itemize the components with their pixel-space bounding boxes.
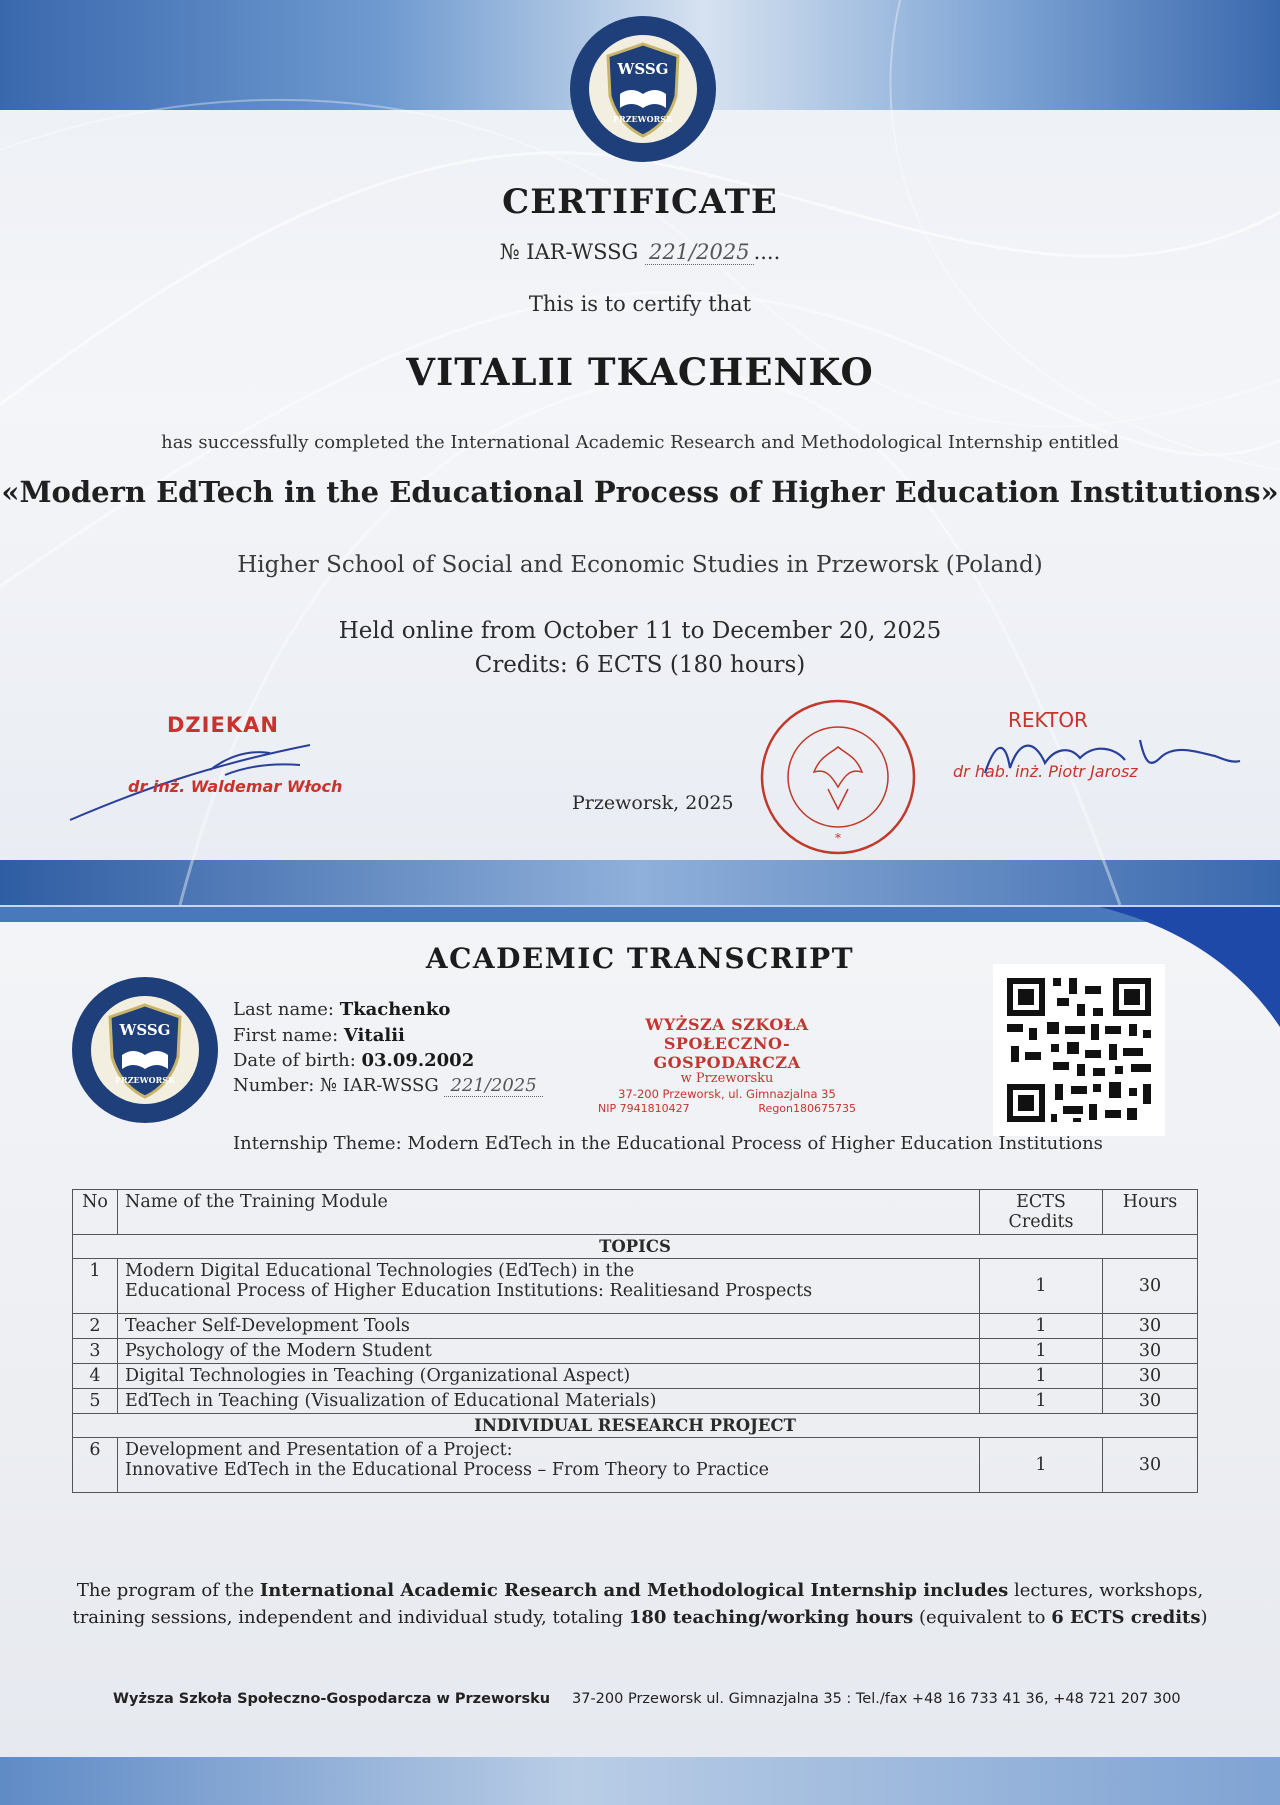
completion-text: has successfully completed the International Academic Research and Methodological Internship entitled	[161, 432, 1119, 453]
section-topics-row	[73, 1235, 1198, 1259]
row-credits: 1	[980, 1389, 1103, 1414]
program-description	[70, 1577, 1210, 1631]
row-module-name: Psychology of the Modern Student	[118, 1339, 980, 1364]
table-header-row	[73, 1190, 1198, 1235]
certificate-number	[0, 240, 1280, 264]
stamp-regon: Regon180675735	[758, 1102, 856, 1115]
logo-city: PRZEWORSK	[613, 114, 673, 124]
stamp-nip: NIP 7941810427	[598, 1102, 690, 1115]
certificate-number-suffix: ....	[753, 240, 781, 264]
row-module-line-1: Modern Digital Educational Technologies (EdTech) in the	[125, 1261, 635, 1281]
program-text-bold-1: International Academic Research and Methodological Internship includes	[259, 1580, 1009, 1601]
row-hours: 30	[1103, 1389, 1198, 1414]
header-hours: Hours	[1103, 1190, 1198, 1235]
program-text-1: The program of the	[76, 1580, 260, 1601]
row-credits: 1	[980, 1314, 1103, 1339]
row-module-name: Teacher Self-Development Tools	[118, 1314, 980, 1339]
row-no: 3	[73, 1339, 118, 1364]
section-project: INDIVIDUAL RESEARCH PROJECT	[73, 1414, 1198, 1438]
logo-acronym: WSSG	[119, 1021, 171, 1039]
row-credits: 1	[980, 1259, 1103, 1314]
row-module-name	[118, 1438, 980, 1493]
header-no: No	[73, 1190, 118, 1235]
program-text-5: )	[1200, 1607, 1208, 1628]
row-credits: 1	[980, 1364, 1103, 1389]
number-label: Number: № IAR-WSSG	[233, 1075, 439, 1096]
row-hours: 30	[1103, 1339, 1198, 1364]
row-credits: 1	[980, 1438, 1103, 1493]
row-hours: 30	[1103, 1364, 1198, 1389]
last-name-row	[233, 999, 450, 1020]
program-text-2: lectures, workshops,	[1008, 1580, 1204, 1601]
dob-row	[233, 1050, 474, 1071]
stamp-line-2: SPOŁECZNO-GOSPODARCZA	[653, 1034, 801, 1072]
row-no: 1	[73, 1259, 118, 1314]
row-hours: 30	[1103, 1314, 1198, 1339]
table-row	[73, 1339, 1198, 1364]
row-module-line-2: Innovative EdTech in the Educational Process – From Theory to Practice	[125, 1460, 770, 1480]
svg-text:*: *	[835, 831, 841, 845]
last-name-label: Last name:	[233, 999, 334, 1020]
stamp-line-1: WYŻSZA SZKOŁA	[645, 1015, 809, 1034]
stamp-ids	[592, 1102, 862, 1115]
dob-value: 03.09.2002	[361, 1050, 475, 1071]
program-text-4: (equivalent to	[913, 1607, 1052, 1628]
header-name: Name of the Training Module	[118, 1190, 980, 1235]
number-handwritten: 221/2025	[444, 1075, 542, 1097]
recipient-name: VITALII TKACHENKO	[406, 350, 874, 394]
table-row	[73, 1314, 1198, 1339]
row-hours: 30	[1103, 1259, 1198, 1314]
certificate-number-prefix: № IAR-WSSG	[499, 240, 639, 264]
held-dates: Held online from October 11 to December 20, 2025	[338, 618, 942, 644]
number-row	[233, 1075, 543, 1096]
stamp-line-4: 37-200 Przeworsk, ul. Gimnazjalna 35	[618, 1087, 836, 1101]
rector-name: dr hab. inż. Piotr Jarosz	[953, 762, 1138, 781]
first-name-label: First name:	[233, 1025, 339, 1046]
official-round-stamp-icon	[758, 697, 918, 857]
row-no: 4	[73, 1364, 118, 1389]
school-rectangular-stamp	[592, 1015, 862, 1115]
footer-school-name: Wyższa Szkoła Społeczno-Gospodarcza w Przeworsku	[113, 1691, 551, 1707]
certificate-number-handwritten: 221/2025	[645, 240, 754, 265]
first-name-row	[233, 1025, 405, 1046]
dean-title: DZIEKAN	[167, 713, 279, 737]
transcript-page	[0, 907, 1280, 1805]
row-module-name	[118, 1259, 980, 1314]
credits-text: Credits: 6 ECTS (180 hours)	[474, 652, 806, 678]
qr-code-icon[interactable]	[993, 964, 1165, 1136]
row-module-line-1: Development and Presentation of a Project:	[125, 1440, 513, 1460]
internship-theme: Internship Theme: Modern EdTech in the Educational Process of Higher Education Institutions	[233, 1133, 1103, 1154]
dean-name: dr inż. Waldemar Włoch	[128, 777, 343, 796]
program-text-3: training sessions, independent and individual study, totaling	[72, 1607, 629, 1628]
wssg-logo-icon	[568, 14, 718, 164]
logo-city: PRZEWORSK	[115, 1075, 175, 1085]
transcript-bottom-band	[0, 1757, 1280, 1805]
logo-acronym: WSSG	[617, 60, 669, 78]
program-text-bold-3: 6 ECTS credits	[1051, 1607, 1201, 1628]
table-row	[73, 1389, 1198, 1414]
row-no: 5	[73, 1389, 118, 1414]
training-modules-table	[72, 1189, 1198, 1493]
row-module-name: Digital Technologies in Teaching (Organizational Aspect)	[118, 1364, 980, 1389]
wssg-logo-icon	[70, 975, 220, 1125]
section-topics: TOPICS	[73, 1235, 1198, 1259]
row-module-line-2: Educational Process of Higher Education Institutions: Realitiesand Prospects	[125, 1281, 813, 1301]
dob-label: Date of birth:	[233, 1050, 356, 1071]
table-row	[73, 1259, 1198, 1314]
first-name-value: Vitalii	[343, 1025, 405, 1046]
rector-title: REKTOR	[1008, 708, 1088, 732]
table-row	[73, 1438, 1198, 1493]
program-text-bold-2: 180 teaching/working hours	[628, 1607, 914, 1628]
header-credits: ECTS Credits	[980, 1190, 1103, 1235]
footer-contacts: 37-200 Przeworsk ul. Gimnazjalna 35 : Tel./fax +48 16 733 41 36, +48 721 207 300	[572, 1691, 1181, 1707]
section-project-row	[73, 1414, 1198, 1438]
certificate-title: CERTIFICATE	[502, 182, 778, 222]
last-name-value: Tkachenko	[339, 999, 451, 1020]
school-name: Higher School of Social and Economic Studies in Przeworsk (Poland)	[237, 552, 1043, 578]
certify-text: This is to certify that	[528, 292, 752, 316]
transcript-title: ACADEMIC TRANSCRIPT	[425, 942, 855, 975]
stamp-line-3: w Przeworsku	[680, 1071, 774, 1086]
program-title: «Modern EdTech in the Educational Process of Higher Education Institutions»	[1, 475, 1279, 509]
row-no: 2	[73, 1314, 118, 1339]
row-no: 6	[73, 1438, 118, 1493]
table-row	[73, 1364, 1198, 1389]
row-hours: 30	[1103, 1438, 1198, 1493]
row-credits: 1	[980, 1339, 1103, 1364]
row-module-name: EdTech in Teaching (Visualization of Educational Materials)	[118, 1389, 980, 1414]
